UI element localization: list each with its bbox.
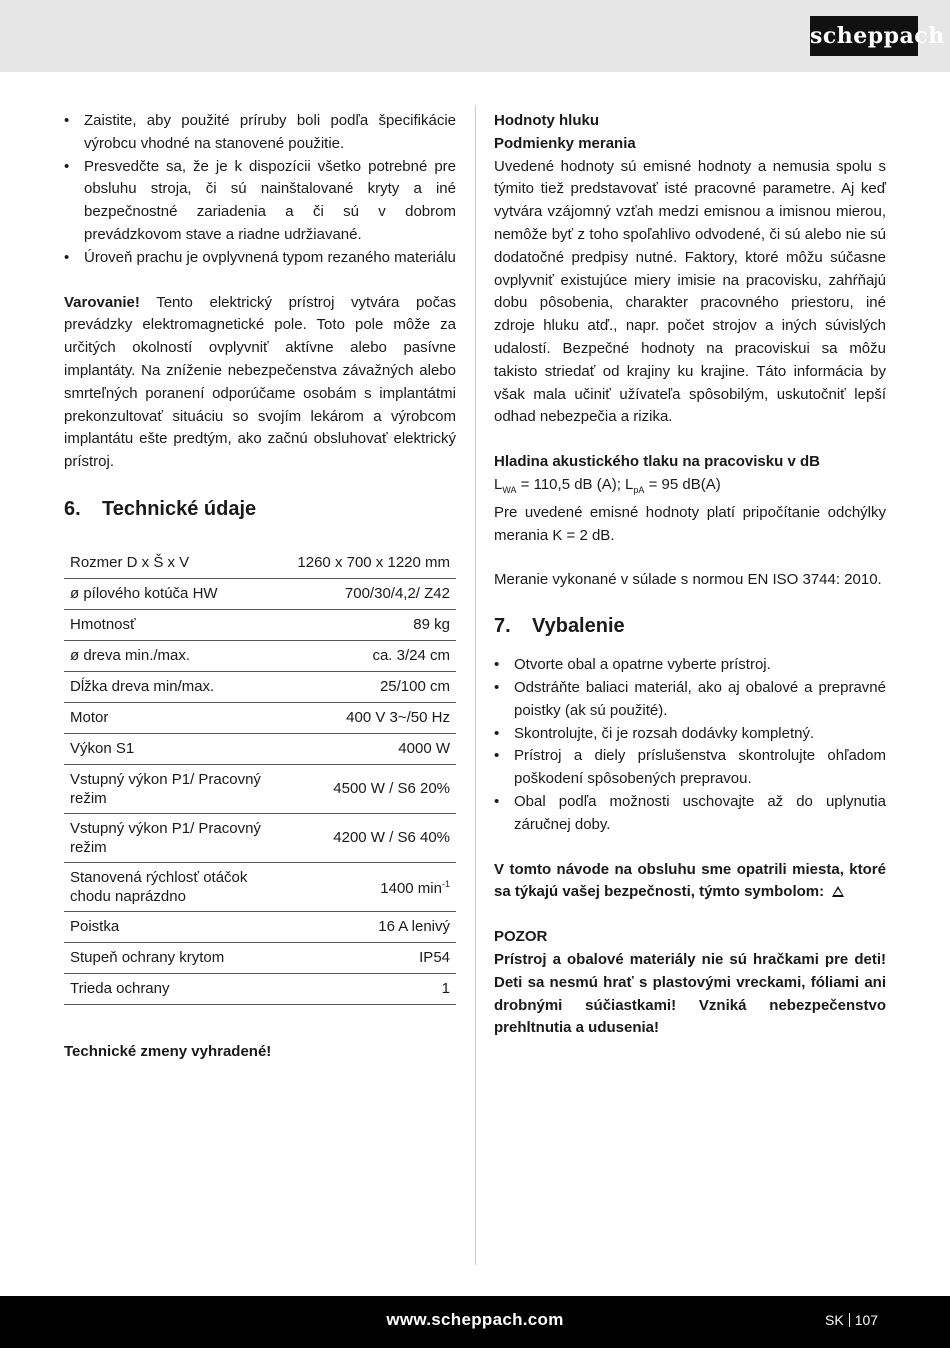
page-number: 107 (854, 1312, 879, 1328)
lwa-symbol: L (494, 475, 503, 493)
spec-value-text: 1400 min (380, 880, 442, 898)
spec-value: IP54 (276, 942, 456, 973)
spec-label: Stanovená rýchlosť otáčok chodu naprázdno (64, 862, 276, 911)
section-number: 6. (64, 497, 81, 520)
lwa-subscript: WA (502, 484, 517, 495)
table-row (64, 862, 456, 911)
table-row (64, 671, 456, 702)
safety-symbol-text: V tomto návode na obsluhu sme opatrili miesta, ktoré sa týkajú vašej bezpečnosti, týmto symbolom: (494, 860, 886, 901)
spec-value: ca. 3/24 cm (276, 640, 456, 671)
right-column (494, 110, 886, 1040)
spec-value: 1 (276, 973, 456, 1004)
spec-value: 89 kg (276, 609, 456, 640)
noise-title: Hodnoty hluku (494, 112, 599, 129)
spec-label: Rozmer D x Š x V (64, 548, 276, 579)
column-divider (475, 105, 476, 1265)
spec-label: Dĺžka dreva min/max. (64, 671, 276, 702)
table-row (64, 911, 456, 942)
spec-label: Motor (64, 702, 276, 733)
sound-level-values (494, 474, 886, 502)
spec-label: Trieda ochrany (64, 973, 276, 1004)
list-item: • Prístroj a diely príslušenstva skontrolujte ohľadom poškodení spôsobených prepravou. (494, 745, 886, 791)
sound-level-title: Hladina akustického tlaku na pracovisku v dB (494, 453, 820, 471)
table-row (64, 813, 456, 862)
spec-value-exponent: -1 (441, 879, 450, 890)
lpa-value: = 95 dB(A) (644, 475, 721, 493)
spec-value: 400 V 3~/50 Hz (276, 702, 456, 733)
safety-bullet-list (64, 110, 456, 270)
footer-bar (0, 1296, 950, 1348)
section-heading-technical-data (64, 495, 456, 523)
table-row (64, 942, 456, 973)
lpa-subscript: pA (633, 484, 645, 495)
caution-label: POZOR (494, 928, 548, 946)
noise-subtitle: Podmienky merania (494, 134, 636, 152)
technical-changes-note: Technické zmeny vyhradené! (64, 1042, 272, 1060)
warning-text: Tento elektrický prístroj vytvára počas prevádzky elektromagnetické pole. Toto pole môže za určitých okolností ovplyvniť aktívne alebo pasívne implantáty. Na zníženie nebezpečenstva závažných alebo smrteľných poranení odporúčame osobám s implantátmi prekonzultovať situáciu so svojím lekárom a výrobcom implantátu ešte predtým, ako začnú obsluhovať elektrický prístroj. (64, 293, 456, 471)
table-row (64, 733, 456, 764)
lpa-symbol: L (625, 475, 634, 493)
table-row (64, 609, 456, 640)
spec-label: Vstupný výkon P1/ Pracovný režim (64, 813, 276, 862)
safety-symbol-paragraph (494, 859, 886, 905)
technical-data-table (64, 548, 456, 1005)
table-row (64, 702, 456, 733)
table-row (64, 764, 456, 813)
table-row (64, 973, 456, 1004)
unpacking-bullet-list (494, 654, 886, 836)
warning-paragraph (64, 292, 456, 474)
spec-label: ø pílového kotúča HW (64, 578, 276, 609)
uncertainty-text: Pre uvedené emisné hodnoty platí pripočítanie odchýlky merania K = 2 dB. (494, 503, 886, 544)
table-row (64, 548, 456, 579)
spec-label: Hmotnosť (64, 609, 276, 640)
list-item: • Otvorte obal a opatrne vyberte prístroj. (494, 654, 886, 677)
list-item: • Skontrolujte, či je rozsah dodávky kompletný. (494, 723, 886, 746)
list-item: • Odstráňte baliaci materiál, ako aj obalové a prepravné poistky (ak sú použité). (494, 677, 886, 723)
list-item: • Úroveň prachu je ovplyvnená typom rezaného materiálu (64, 247, 456, 270)
spec-label: Výkon S1 (64, 733, 276, 764)
spec-label: Vstupný výkon P1/ Pracovný režim (64, 764, 276, 813)
spec-label: ø dreva min./max. (64, 640, 276, 671)
measurement-standard-text: Meranie vykonané v súlade s normou EN ISO 3744: 2010. (494, 571, 882, 589)
spec-value: 4200 W / S6 40% (276, 813, 456, 862)
page-indicator (825, 1312, 878, 1328)
spec-value: 4000 W (276, 733, 456, 764)
warning-label: Varovanie! (64, 293, 140, 311)
brand-logo: scheppach (810, 16, 918, 56)
section-heading-unpacking (494, 612, 886, 640)
list-item: • Zaistite, aby použité príruby boli podľa špecifikácie výrobcu vhodné na stanovené použitie. (64, 110, 456, 156)
section-title: Vybalenie (532, 615, 625, 638)
spec-value: 4500 W / S6 20% (276, 764, 456, 813)
caution-text: Prístroj a obalové materiály nie sú hračkami pre deti! Deti sa nesmú hrať s plastovými vreckami, fóliami ani drobnými súčiastkami! Vzniká nebezpečenstvo prehltnutia a udusenia! (494, 950, 886, 1037)
list-item: • Presvedčte sa, že je k dispozícii všetko potrebné pre obsluhu stroja, či sú nainštalované kryty a iné bezpečnostné zariadenia a či sú v dobrom prevádzkovom stave a riadne udržiavané. (64, 156, 456, 247)
spec-value: 700/30/4,2/ Z42 (276, 578, 456, 609)
spec-label: Stupeň ochrany krytom (64, 942, 276, 973)
lwa-value: = 110,5 dB (A); (516, 475, 626, 493)
spec-value: 16 A lenivý (276, 911, 456, 942)
website-link[interactable]: www.scheppach.com (386, 1310, 564, 1329)
spec-value: 25/100 cm (276, 671, 456, 702)
header-bar (0, 0, 950, 72)
section-title: Technické údaje (102, 497, 257, 520)
spec-value (276, 862, 456, 911)
noise-text: Uvedené hodnoty sú emisné hodnoty a nemusia spolu s týmito tiež predstavovať isté pracovné parametre. Aj keď vytvára vzájomný vzťah medzi emisnou a imisnou mierou, nemôže byť z toho spoľahlivo odvodené, či sú alebo nie sú dodatočné predpisy nutné. Faktory, ktoré môžu súčasne ovplyvniť existujúce miery imisie na pracovisku, zahŕňajú dobu pôsobenia, charakter pracovného priestoru, iné zdroje hluku atď., napr. počet strojov a iných súvislých udalostí. Bezpečné hodnoty na pracoviskui sa môžu takisto striedať od krajiny ku krajine. Táto informácia by však mala učiniť užívateľa spôsobilým, uskutočniť lepší odhad nebezpečia a rizika. (494, 157, 886, 426)
spec-label: Poistka (64, 911, 276, 942)
page-separator (849, 1313, 850, 1327)
language-code: SK (825, 1312, 844, 1328)
section-number: 7. (494, 615, 511, 638)
spec-value: 1260 x 700 x 1220 mm (276, 548, 456, 579)
table-row (64, 640, 456, 671)
warning-triangle-icon (832, 886, 844, 897)
list-item: • Obal podľa možnosti uschovajte až do uplynutia záručnej doby. (494, 791, 886, 837)
table-row (64, 578, 456, 609)
left-column (64, 110, 456, 1064)
